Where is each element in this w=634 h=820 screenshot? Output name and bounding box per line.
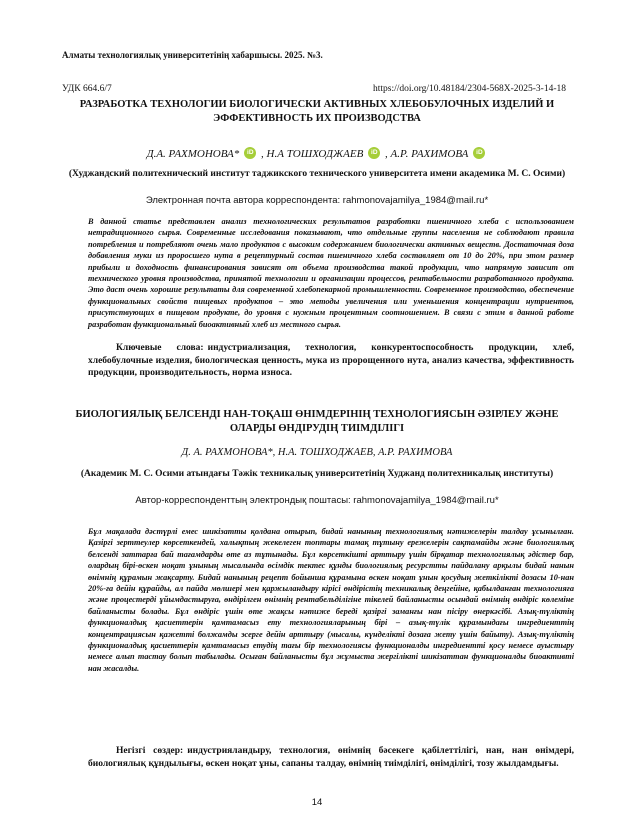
keywords-label-kk: Негізгі сөздер:: [116, 746, 184, 756]
keywords-kk: [88, 745, 574, 770]
orcid-icon[interactable]: iD: [473, 147, 485, 159]
article-title-kk: БИОЛОГИЯЛЫҚ БЕЛСЕНДІ НАН-ТОҚАШ ӨНІМДЕРІНІҢ ТЕХНОЛОГИЯСЫН ӘЗІРЛЕУ ЖӘНЕ ОЛАРДЫ ӨНДІРУДІҢ ТИІМДІЛІГІ: [75, 409, 559, 434]
author-3: , А.Р. РАХИМОВА: [385, 148, 469, 160]
authors-kk: Д. А. РАХМОНОВА*, Н.А. ТОШХОДЖАЕВ, А.Р. РАХИМОВА: [181, 447, 453, 458]
affiliation-kk: (Академик М. С. Осими атындағы Тәжік техникалық университетінің Худжанд политехникалық институты): [80, 469, 554, 479]
page-number: 14: [311, 797, 323, 808]
corresponding-email-kk: Автор-корреспонденттың электрондық поштасы: rahmonovajamilya_1984@mail.ru*: [135, 495, 499, 506]
keywords-text-ru: индустриализация, технология, конкурентоспособность продукции, хлеб, хлебобулочные изделия, биологическая ценность, мука из пророщенного нута, анализ качества, эффективность продукции, производительность, норма износа.: [88, 343, 575, 378]
keywords-label-ru: Ключевые слова:: [116, 343, 204, 353]
corresponding-email-ru: Электронная почта автора корреспондента: rahmonovajamilya_1984@mail.ru*: [145, 195, 489, 206]
article-title-ru: РАЗРАБОТКА ТЕХНОЛОГИИ БИОЛОГИЧЕСКИ АКТИВНЫХ ХЛЕБОБУЛОЧНЫХ ИЗДЕЛИЙ И ЭФФЕКТИВНОСТЬ ИХ ПРОИЗВОДСТВА: [79, 99, 555, 124]
doi-link[interactable]: https://doi.org/10.48184/2304-568X-2025-3-14-18: [373, 84, 566, 94]
author-1: Д.А. РАХМОНОВА*: [146, 148, 240, 160]
keywords-ru: [88, 342, 574, 380]
author-2: , Н.А ТОШХОДЖАЕВ: [261, 148, 364, 160]
journal-header: Алматы технологиялық университетінің хабаршысы. 2025. №3.: [62, 50, 323, 60]
abstract-kk: Бұл мақалада дәстүрлі емес шикізатты қолдана отырып, бидай нанының технологиялық нәтижелерін талдау ұсынылған. Қазіргі зерттеулер көрсеткендей, халықтың жекелеген топтары тамақ тұтыну ережелерін сақтамайды және биологиялық белсенді заттарға бай тағамдарды өте аз тұтынады. Бұл көрсеткішті арттыру үшін бірқатар технологиялық әдістер бар, олардың бірі-өскен ноқат ұнының мысалында өсімдік тектес құнды биологиялық ресурстты пайдалану арқылы бидай нанын өнімнің құрамын жақсарту. Бидай нанының рецепт бойынша құрамына өскен ноқат ұнын қосудың жеткілікті дозасы 10-нан 20%-ға дейін құрайды, ал пайда мөлшері мен қаржыландыру кірісі өндірістің техникалық деңгейіне, қабылданған технологияға және процестерді ұйымдастыруға, өндірілген өнімнің рентабельділігіне тікелей байланысты осындай өнімнің өндіріс көлеміне байланысты болады. Бұл өндіріс үшін өте жақсы нәтиже береді қазіргі заманғы нан пісіру өнеркәсібі. Азық-түліктің функционалдық қасиеттерін қамтамасыз ету технологияларының бірі – азық-түлік құрамындағы ингредиенттің концентрациясын қажетті болжамды эсерге дейін арттыру (мысалы, күнделікті дозаға жету үшін байыту). Азық-түліктің функционалдық қасиеттерін қамтамасыз етудің тағы бір технологиясы функционалды ингредиентті қосу немесе ауыстыру немесе алып тастау болып табылады. Осыған байланысты бұл жұмыста жергілікті шикізаттан функционалды биоактивті нан жасалды.: [88, 527, 574, 673]
keywords-text-kk: индустрияландыру, технология, өнімнің бәсекеге қабілеттілігі, нан, нан өнімдері, биологиялық құндылығы, өскен ноқат ұны, сапаны талдау, өнімнің тиімділігі, өнімділігі, тозу жылдамдығы.: [88, 746, 574, 769]
orcid-icon[interactable]: iD: [244, 147, 256, 159]
affiliation-ru: (Худжандский политехнический институт таджикского технического университета имени академика М. С. Осими): [68, 169, 566, 179]
abstract-ru: В данной статье представлен анализ технологических результатов разработки пшеничного хлеба с использованием нетрадиционного сырья. Современные исследования показывают, что отдельные группы населения не соблюдают правила потребления и потребляют очень мало продуктов с высоким содержанием биологически активных веществ. Достаточная доза добавления муки из проросшего нута в рецептурный состав пшеничного хлеба составляет от 10 до 20%, при этом размер прибыли и доходность финансирования зависят от объема производства такой продукции, что напрямую зависит от технического уровня производства, принятой технологии и организации процессов, рентабельности разработанного продукта. Это даст очень хорошие результаты для современной хлебопекарной промышленности. Современное производство, обеспечение функциональных свойств пищевых продуктов – это методы увеличения или уменьшения концентрации нутриентов, присутствующих в пищевом продукте, до уровня с нужным процентным соотношением. В связи с этим в данной работе разработан функциональный биоактивный хлеб из местного сырья.: [88, 217, 574, 329]
authors-ru: [60, 147, 574, 160]
udk-code: УДК 664.6/7: [62, 84, 112, 94]
orcid-icon[interactable]: iD: [368, 147, 380, 159]
